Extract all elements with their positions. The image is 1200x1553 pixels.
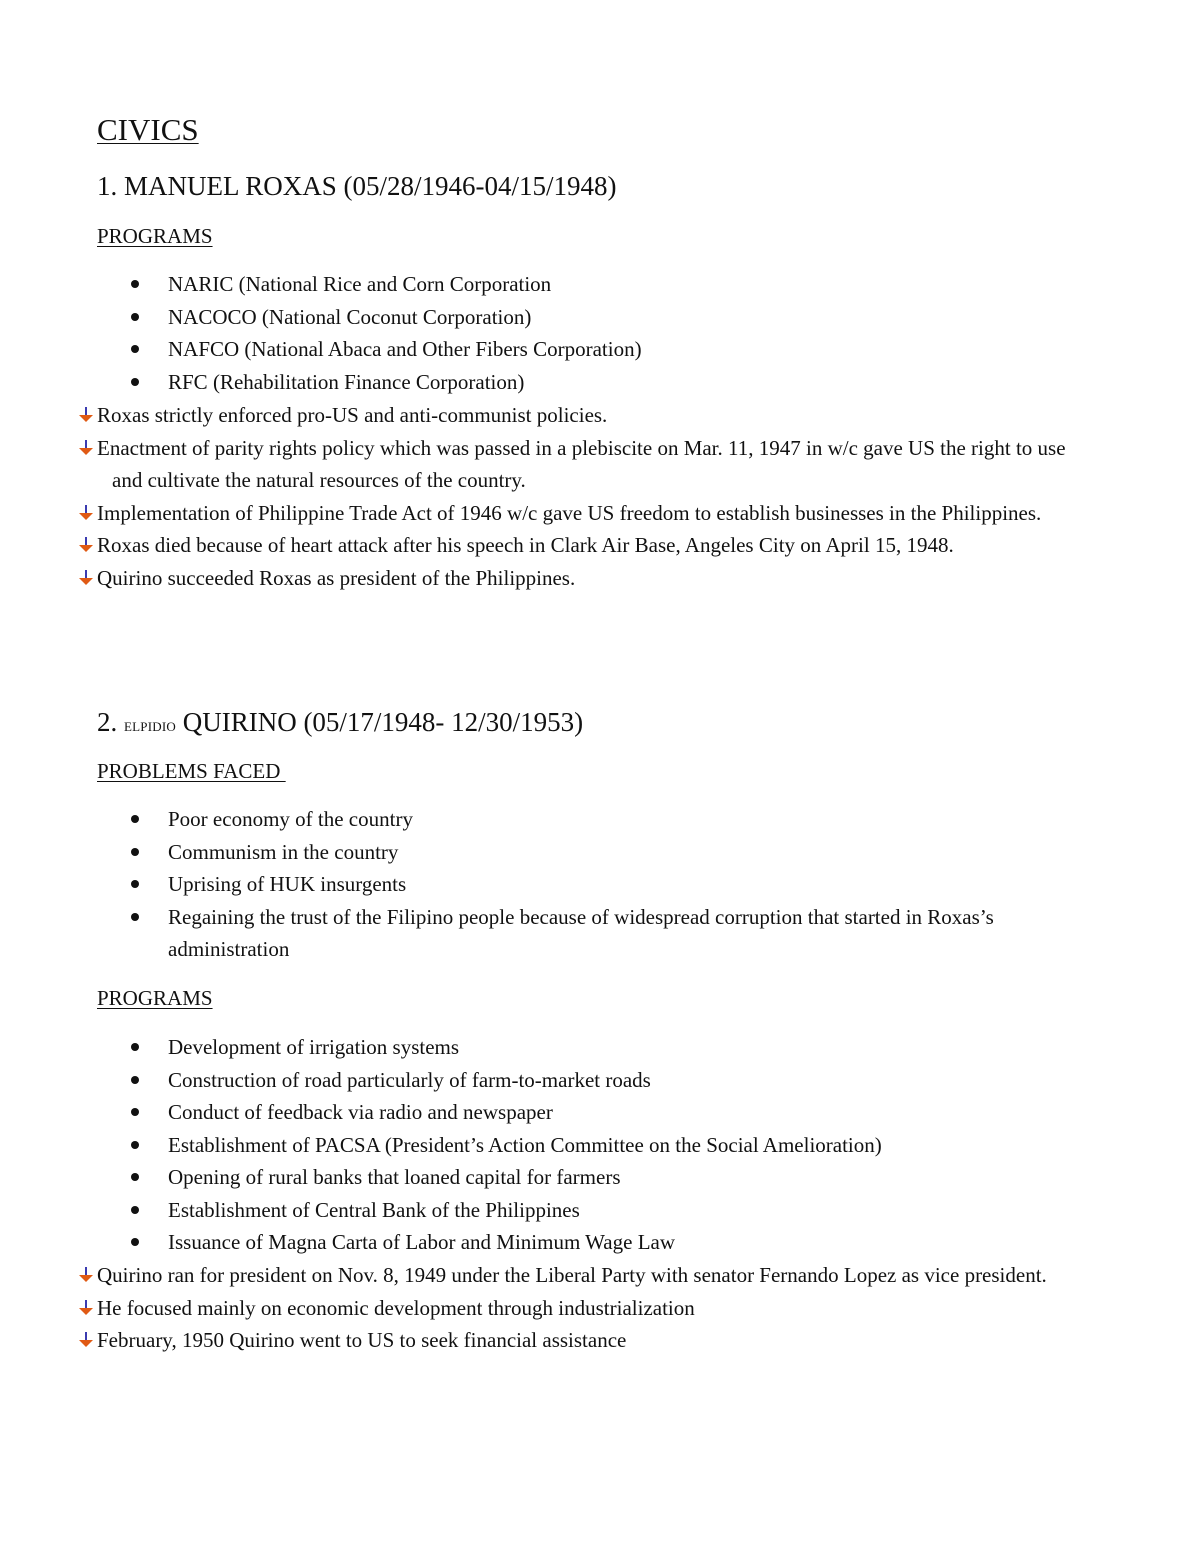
bullet-dot-icon bbox=[131, 815, 139, 823]
list-item: Quirino ran for president on Nov. 8, 1949 under the Liberal Party with senator Fernando Lopez as vice president. bbox=[0, 1259, 1200, 1292]
programs-list-roxas bbox=[0, 268, 1200, 398]
arrow-down-icon bbox=[78, 1331, 94, 1349]
arrow-down-icon bbox=[78, 406, 94, 424]
list-item: Establishment of PACSA (President’s Action Committee on the Social Amelioration) bbox=[0, 1129, 1200, 1162]
list-item: He focused mainly on economic development through industrialization bbox=[0, 1292, 1200, 1325]
bullet-dot-icon bbox=[131, 1206, 139, 1214]
document-title: CIVICS bbox=[97, 112, 199, 147]
bullet-dot-icon bbox=[131, 1173, 139, 1181]
list-item: Regaining the trust of the Filipino people because of widespread corruption that started in Roxas’s administration bbox=[0, 901, 1200, 966]
notes-list-quirino bbox=[0, 1259, 1200, 1357]
list-item: Roxas died because of heart attack after his speech in Clark Air Base, Angeles City on April 15, 1948. bbox=[0, 529, 1200, 562]
list-item: Poor economy of the country bbox=[0, 803, 1200, 836]
bullet-dot-icon bbox=[131, 313, 139, 321]
list-item: Development of irrigation systems bbox=[0, 1031, 1200, 1064]
list-item: RFC (Rehabilitation Finance Corporation) bbox=[0, 366, 1200, 399]
list-item: NACOCO (National Coconut Corporation) bbox=[0, 301, 1200, 334]
arrow-down-icon bbox=[78, 439, 94, 457]
list-item: NAFCO (National Abaca and Other Fibers Corporation) bbox=[0, 333, 1200, 366]
programs-label-quirino: PROGRAMS bbox=[97, 986, 213, 1010]
programs-label-roxas: PROGRAMS bbox=[97, 224, 213, 248]
bullet-dot-icon bbox=[131, 345, 139, 353]
list-item: Enactment of parity rights policy which was passed in a plebiscite on Mar. 11, 1947 in w/c gave US the right to use and cultivate the natural resources of the country. bbox=[0, 432, 1200, 497]
bullet-dot-icon bbox=[131, 280, 139, 288]
section-heading-roxas: 1. MANUEL ROXAS (05/28/1946-04/15/1948) bbox=[97, 171, 617, 201]
bullet-dot-icon bbox=[131, 1076, 139, 1084]
problems-list-quirino bbox=[0, 803, 1200, 966]
section-heading-rest: QUIRINO (05/17/1948- 12/30/1953) bbox=[182, 707, 584, 737]
bullet-dot-icon bbox=[131, 880, 139, 888]
list-item: Opening of rural banks that loaned capital for farmers bbox=[0, 1161, 1200, 1194]
section-heading-quirino bbox=[97, 704, 583, 745]
list-item: NARIC (National Rice and Corn Corporation bbox=[0, 268, 1200, 301]
notes-list-roxas bbox=[0, 399, 1200, 594]
list-item: February, 1950 Quirino went to US to seek financial assistance bbox=[0, 1324, 1200, 1357]
arrow-down-icon bbox=[78, 536, 94, 554]
bullet-dot-icon bbox=[131, 1238, 139, 1246]
list-item: Construction of road particularly of farm-to-market roads bbox=[0, 1064, 1200, 1097]
section-number: 2. bbox=[97, 707, 118, 737]
list-item: Uprising of HUK insurgents bbox=[0, 868, 1200, 901]
bullet-dot-icon bbox=[131, 1141, 139, 1149]
list-item: Establishment of Central Bank of the Philippines bbox=[0, 1194, 1200, 1227]
list-item: Communism in the country bbox=[0, 836, 1200, 869]
bullet-dot-icon bbox=[131, 378, 139, 386]
bullet-dot-icon bbox=[131, 1043, 139, 1051]
arrow-down-icon bbox=[78, 1299, 94, 1317]
arrow-down-icon bbox=[78, 504, 94, 522]
bullet-dot-icon bbox=[131, 913, 139, 921]
bullet-dot-icon bbox=[131, 1108, 139, 1116]
bullet-dot-icon bbox=[131, 848, 139, 856]
list-item: Quirino succeeded Roxas as president of the Philippines. bbox=[0, 562, 1200, 595]
list-item: Conduct of feedback via radio and newspaper bbox=[0, 1096, 1200, 1129]
problems-label-quirino: PROBLEMS FACED bbox=[97, 759, 286, 783]
list-item: Issuance of Magna Carta of Labor and Minimum Wage Law bbox=[0, 1226, 1200, 1259]
list-item: Implementation of Philippine Trade Act of 1946 w/c gave US freedom to establish businesses in the Philippines. bbox=[0, 497, 1200, 530]
list-item: Roxas strictly enforced pro-US and anti-communist policies. bbox=[0, 399, 1200, 432]
section-heading-small: ELPIDIO bbox=[124, 719, 176, 734]
arrow-down-icon bbox=[78, 569, 94, 587]
programs-list-quirino bbox=[0, 1031, 1200, 1259]
arrow-down-icon bbox=[78, 1266, 94, 1284]
